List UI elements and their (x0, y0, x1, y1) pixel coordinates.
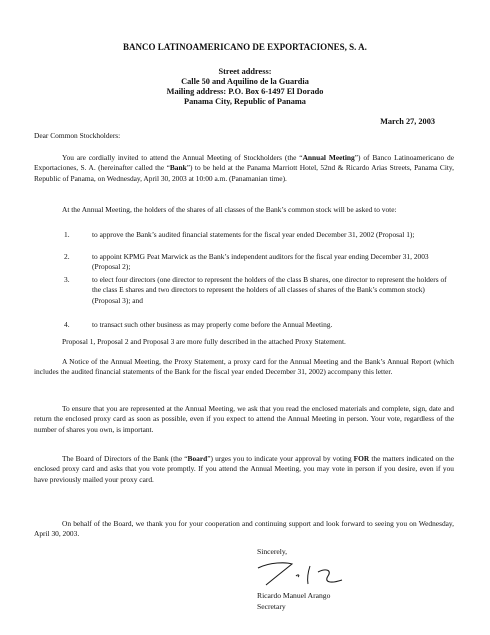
paragraph-vote-intro: At the Annual Meeting, the holders of the shares of all classes of the Bank’s common stock will be asked to vote: (62, 205, 397, 214)
list-item: to appoint KPMG Peat Marwick as the Bank’s independent auditors for the fiscal year ending December 31, 2003 (Proposal 2); (92, 252, 429, 272)
for-term: FOR (353, 454, 370, 463)
list-item-number: 2. (64, 252, 70, 261)
bank-name-heading: BANCO LATINOAMERICANO DE EXPORTACIONES, S. A. (123, 42, 367, 52)
list-item: to transact such other business as may properly come before the Annual Meeting. (92, 320, 333, 329)
paragraph-representation: To ensure that you are represented at the Annual Meeting, we ask that you read the enclosed materials and complete, sign, date and return the enclosed proxy card as soon as possible, even if you expect to attend the Annual Meeting in person. Your vote, regardless of the number of shares you own, is important. (34, 404, 454, 434)
signatory-block (257, 591, 330, 612)
greeting: Dear Common Stockholders: (34, 131, 121, 140)
list-item: to elect four directors (one director to represent the holders of the class B shares, one director to represent the holders of the class E shares and two directors to represent the holders of all classes of shares of the Bank’s common stock) (Proposal 3); and (92, 275, 447, 305)
annual-meeting-term: Annual Meeting (302, 153, 355, 162)
signatory-role: Secretary (257, 601, 286, 611)
mailing-address: Mailing address: P.O. Box 6-1497 El Dorado (166, 87, 324, 96)
street-address: Calle 50 and Aquilino de la Guardia (181, 77, 309, 86)
city-address: Panama City, Republic of Panama (184, 97, 306, 106)
paragraph-proposals: Proposal 1, Proposal 2 and Proposal 3 are more fully described in the attached Proxy Statement. (62, 337, 346, 346)
bank-term: Bank (169, 163, 187, 173)
signature (252, 558, 352, 588)
paragraph-notice: A Notice of the Annual Meeting, the Proxy Statement, a proxy card for the Annual Meeting and the Bank’s Annual Report (which includes the audited financial statements of the Bank for the fiscal year ended December 31, 2002) accompany this letter. (34, 357, 454, 377)
paragraph-invitation: You are cordially invited to attend the Annual Meeting of Stockholders (the “Annual Meeting”) of Banco Latinoamericano de Exportaciones, S. A. (hereinafter called the “Bank”) to be held at the Panama Marriott Hotel, 52nd & Ricardo Arias Streets, Panama City, Republic of Panama, on Wednesday, April 30, 2003 at 10:00 a.m. (Panamanian time). (34, 153, 455, 183)
list-item-number: 3. (64, 275, 70, 284)
closing-sincerely: Sincerely, (257, 547, 288, 556)
list-item: to approve the Bank’s audited financial statements for the fiscal year ended December 31, 2002 (Proposal 1); (92, 230, 415, 239)
letter-date: March 27, 2003 (380, 117, 435, 126)
signatory-name: Ricardo Manuel Arango (257, 591, 331, 600)
list-item-number: 1. (64, 230, 70, 239)
paragraph-thanks: On behalf of the Board, we thank you for your cooperation and continuing support and look forward to seeing you on Wednesday, April 30, 2003. (34, 519, 454, 539)
paragraph-board: The Board of Directors of the Bank (the “Board”) urges you to indicate your approval by voting FOR the matters indicated on the enclosed proxy card and asks that you vote promptly. If you attend the Annual Meeting, you may vote in person if you desire, even if you have previously mailed your proxy card. (34, 454, 455, 484)
street-address-label: Street address: (218, 67, 272, 76)
list-item-number: 4. (64, 320, 70, 329)
board-term: Board (187, 454, 208, 463)
